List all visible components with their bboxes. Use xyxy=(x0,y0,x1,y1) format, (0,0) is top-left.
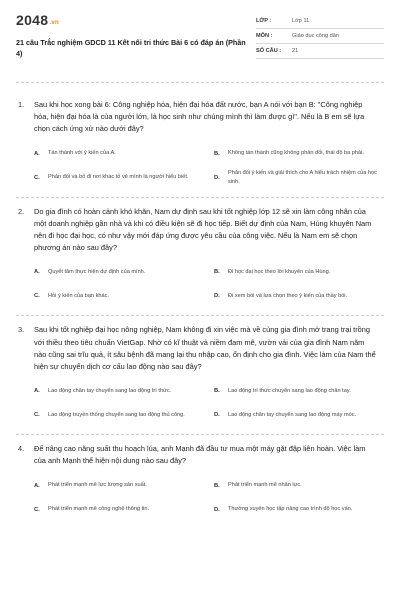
header-divider xyxy=(16,82,384,83)
answer-letter: C. xyxy=(34,412,40,419)
answer-option-a[interactable] xyxy=(34,263,204,281)
answer-text: Không tán thành cũng không phản đối, thái độ ba phải. xyxy=(228,150,364,157)
question-list xyxy=(16,91,384,529)
question-item xyxy=(16,198,384,317)
answer-text: Phát triển mạnh mẽ lực lượng sản xuất. xyxy=(48,482,147,489)
answer-text: Hỏi ý kiến của bạn khác. xyxy=(48,293,109,300)
answer-letter: B. xyxy=(214,269,220,276)
meta-key: SỐ CÂU : xyxy=(256,48,282,54)
answer-letter: B. xyxy=(214,388,220,395)
meta-table xyxy=(256,14,384,70)
logo-sub: .vn xyxy=(49,20,59,26)
question-text: Sau khi tốt nghiệp đại học nông nghiệp, Nam không đi xin việc mà về cùng gia đình mở trang trại trồng với thiều theo tiêu chuẩn VietGap. Nhờ có kĩ thuật và niềm đam mê, vườn vải của gia đình Nam năm nào cũng sai trĩu quả, ít sâu bệnh đã mang lại thu nhập cao, ổn định cho gia đình. Việc làm của Nam thể hiện sự chuyển dịch cơ cấu lao động nào sau đây? xyxy=(34,325,376,372)
answer-option-d[interactable] xyxy=(214,501,384,519)
question-item xyxy=(16,435,384,528)
answer-letter: D. xyxy=(214,174,220,181)
answer-text: Lao động chân tay chuyển sang lao động máy móc. xyxy=(228,412,357,419)
meta-value: 21 xyxy=(292,48,299,54)
answer-grid xyxy=(16,382,384,424)
answer-option-d[interactable] xyxy=(214,406,384,424)
answer-letter: C. xyxy=(34,174,40,181)
answer-letter: C. xyxy=(34,293,40,300)
answer-text: Phát triển mạnh mẽ nhân lực. xyxy=(228,482,302,489)
answer-letter: D. xyxy=(214,412,220,419)
answer-option-b[interactable] xyxy=(214,263,384,281)
answer-text: Phát triển mạnh mẽ công nghệ thông tin. xyxy=(48,506,150,513)
header-left xyxy=(16,12,254,70)
answer-text: Tán thành với ý kiến của A. xyxy=(48,150,116,157)
answer-text: Phản đối ý kiến và giải thích cho A hiểu trách nhiệm của học sinh. xyxy=(228,170,377,185)
meta-key: MÔN : xyxy=(256,33,273,39)
answer-letter: D. xyxy=(214,506,220,513)
answer-text: Lao động trí thức chuyển sang lao động chân tay. xyxy=(228,388,351,395)
question-item xyxy=(16,91,384,198)
answer-text: Thường xuyên học tập nâng cao trình độ học vấn. xyxy=(228,506,353,513)
answer-text: Đi học đại học theo lời khuyên của Hùng. xyxy=(228,269,331,276)
answer-option-d[interactable] xyxy=(214,169,384,187)
question-number: 4. xyxy=(18,444,25,454)
answer-grid xyxy=(16,145,384,187)
answer-letter: B. xyxy=(214,482,220,489)
answer-option-a[interactable] xyxy=(34,145,204,163)
answer-option-b[interactable] xyxy=(214,145,384,163)
answer-letter: D. xyxy=(214,293,220,300)
answer-option-b[interactable] xyxy=(214,477,384,495)
answer-grid xyxy=(16,477,384,519)
document-title: 21 câu Trắc nghiệm GDCD 11 Kết nối tri thức Bài 6 có đáp án (Phần 4) xyxy=(16,38,246,58)
answer-option-c[interactable] xyxy=(34,406,204,424)
answer-option-c[interactable] xyxy=(34,287,204,305)
answer-letter: C. xyxy=(34,506,40,513)
answer-option-a[interactable] xyxy=(34,477,204,495)
question-text: Sau khi học xong bài 6: Công nghiệp hóa, hiện đại hóa đất nước, bạn A nói với bạn B: "Công nghiệp hóa, hiện đại hóa là của người lớn, là học sinh như chúng mình thì làm được gì". Nếu là B em sẽ lựa chọn cách ứng xử nào dưới đây? xyxy=(34,100,365,134)
answer-letter: A. xyxy=(34,269,40,276)
answer-letter: A. xyxy=(34,150,40,157)
answer-letter: B. xyxy=(214,150,220,157)
meta-value: Lớp 11 xyxy=(292,18,310,24)
answer-letter: A. xyxy=(34,482,40,489)
document-header xyxy=(16,12,384,70)
logo-main: 2048 xyxy=(16,12,49,28)
question-number: 2. xyxy=(18,206,25,216)
meta-row-class xyxy=(256,14,384,29)
answer-option-b[interactable] xyxy=(214,382,384,400)
answer-option-a[interactable] xyxy=(34,382,204,400)
question-number: 3. xyxy=(18,325,25,335)
question-item xyxy=(16,316,384,435)
question-text: Do gia đình có hoàn cảnh khó khăn, Nam dự định sau khi tốt nghiệp lớp 12 sẽ xin làm công nhân của một doanh nghiệp gần nhà và khi có điều kiện sẽ đi học tiếp. Biết dự định của Nam, Hùng khuyên Nam nên đi học đại học, có như vậy mới đáp ứng được yêu cầu của công việc. Nếu là Nam em sẽ chọn phương án nào sau đây? xyxy=(34,206,372,253)
answer-option-c[interactable] xyxy=(34,501,204,519)
question-number: 1. xyxy=(18,100,25,109)
answer-option-d[interactable] xyxy=(214,287,384,305)
site-logo[interactable] xyxy=(16,12,254,31)
answer-text: Đi xem bói và lựa chọn theo ý kiến của thầy bói. xyxy=(228,293,348,300)
answer-text: Lao động chân tay chuyển sang lao động trí thức. xyxy=(48,388,172,395)
answer-text: Phản đối và bỏ đi nơi khác tỏ vẻ mình là người hiểu biết. xyxy=(48,174,189,181)
answer-letter: A. xyxy=(34,388,40,395)
meta-key: LỚP : xyxy=(256,18,272,24)
answer-text: Lao động truyền thống chuyển sang lao động thủ công. xyxy=(48,412,185,419)
question-text: Để nâng cao năng suất thu hoạch lúa, anh Mạnh đã đầu tư mua một máy gặt đập liên hoàn. Việc làm của anh Mạnh thể hiện nội dung nào sau đây? xyxy=(34,444,366,466)
answer-option-c[interactable] xyxy=(34,169,204,187)
answer-grid xyxy=(16,263,384,305)
meta-value: Giáo dục công dân xyxy=(292,33,339,39)
meta-row-subject xyxy=(256,29,384,44)
meta-row-count xyxy=(256,44,384,59)
answer-text: Quyết tâm thực hiện dự định của mình. xyxy=(48,269,146,276)
